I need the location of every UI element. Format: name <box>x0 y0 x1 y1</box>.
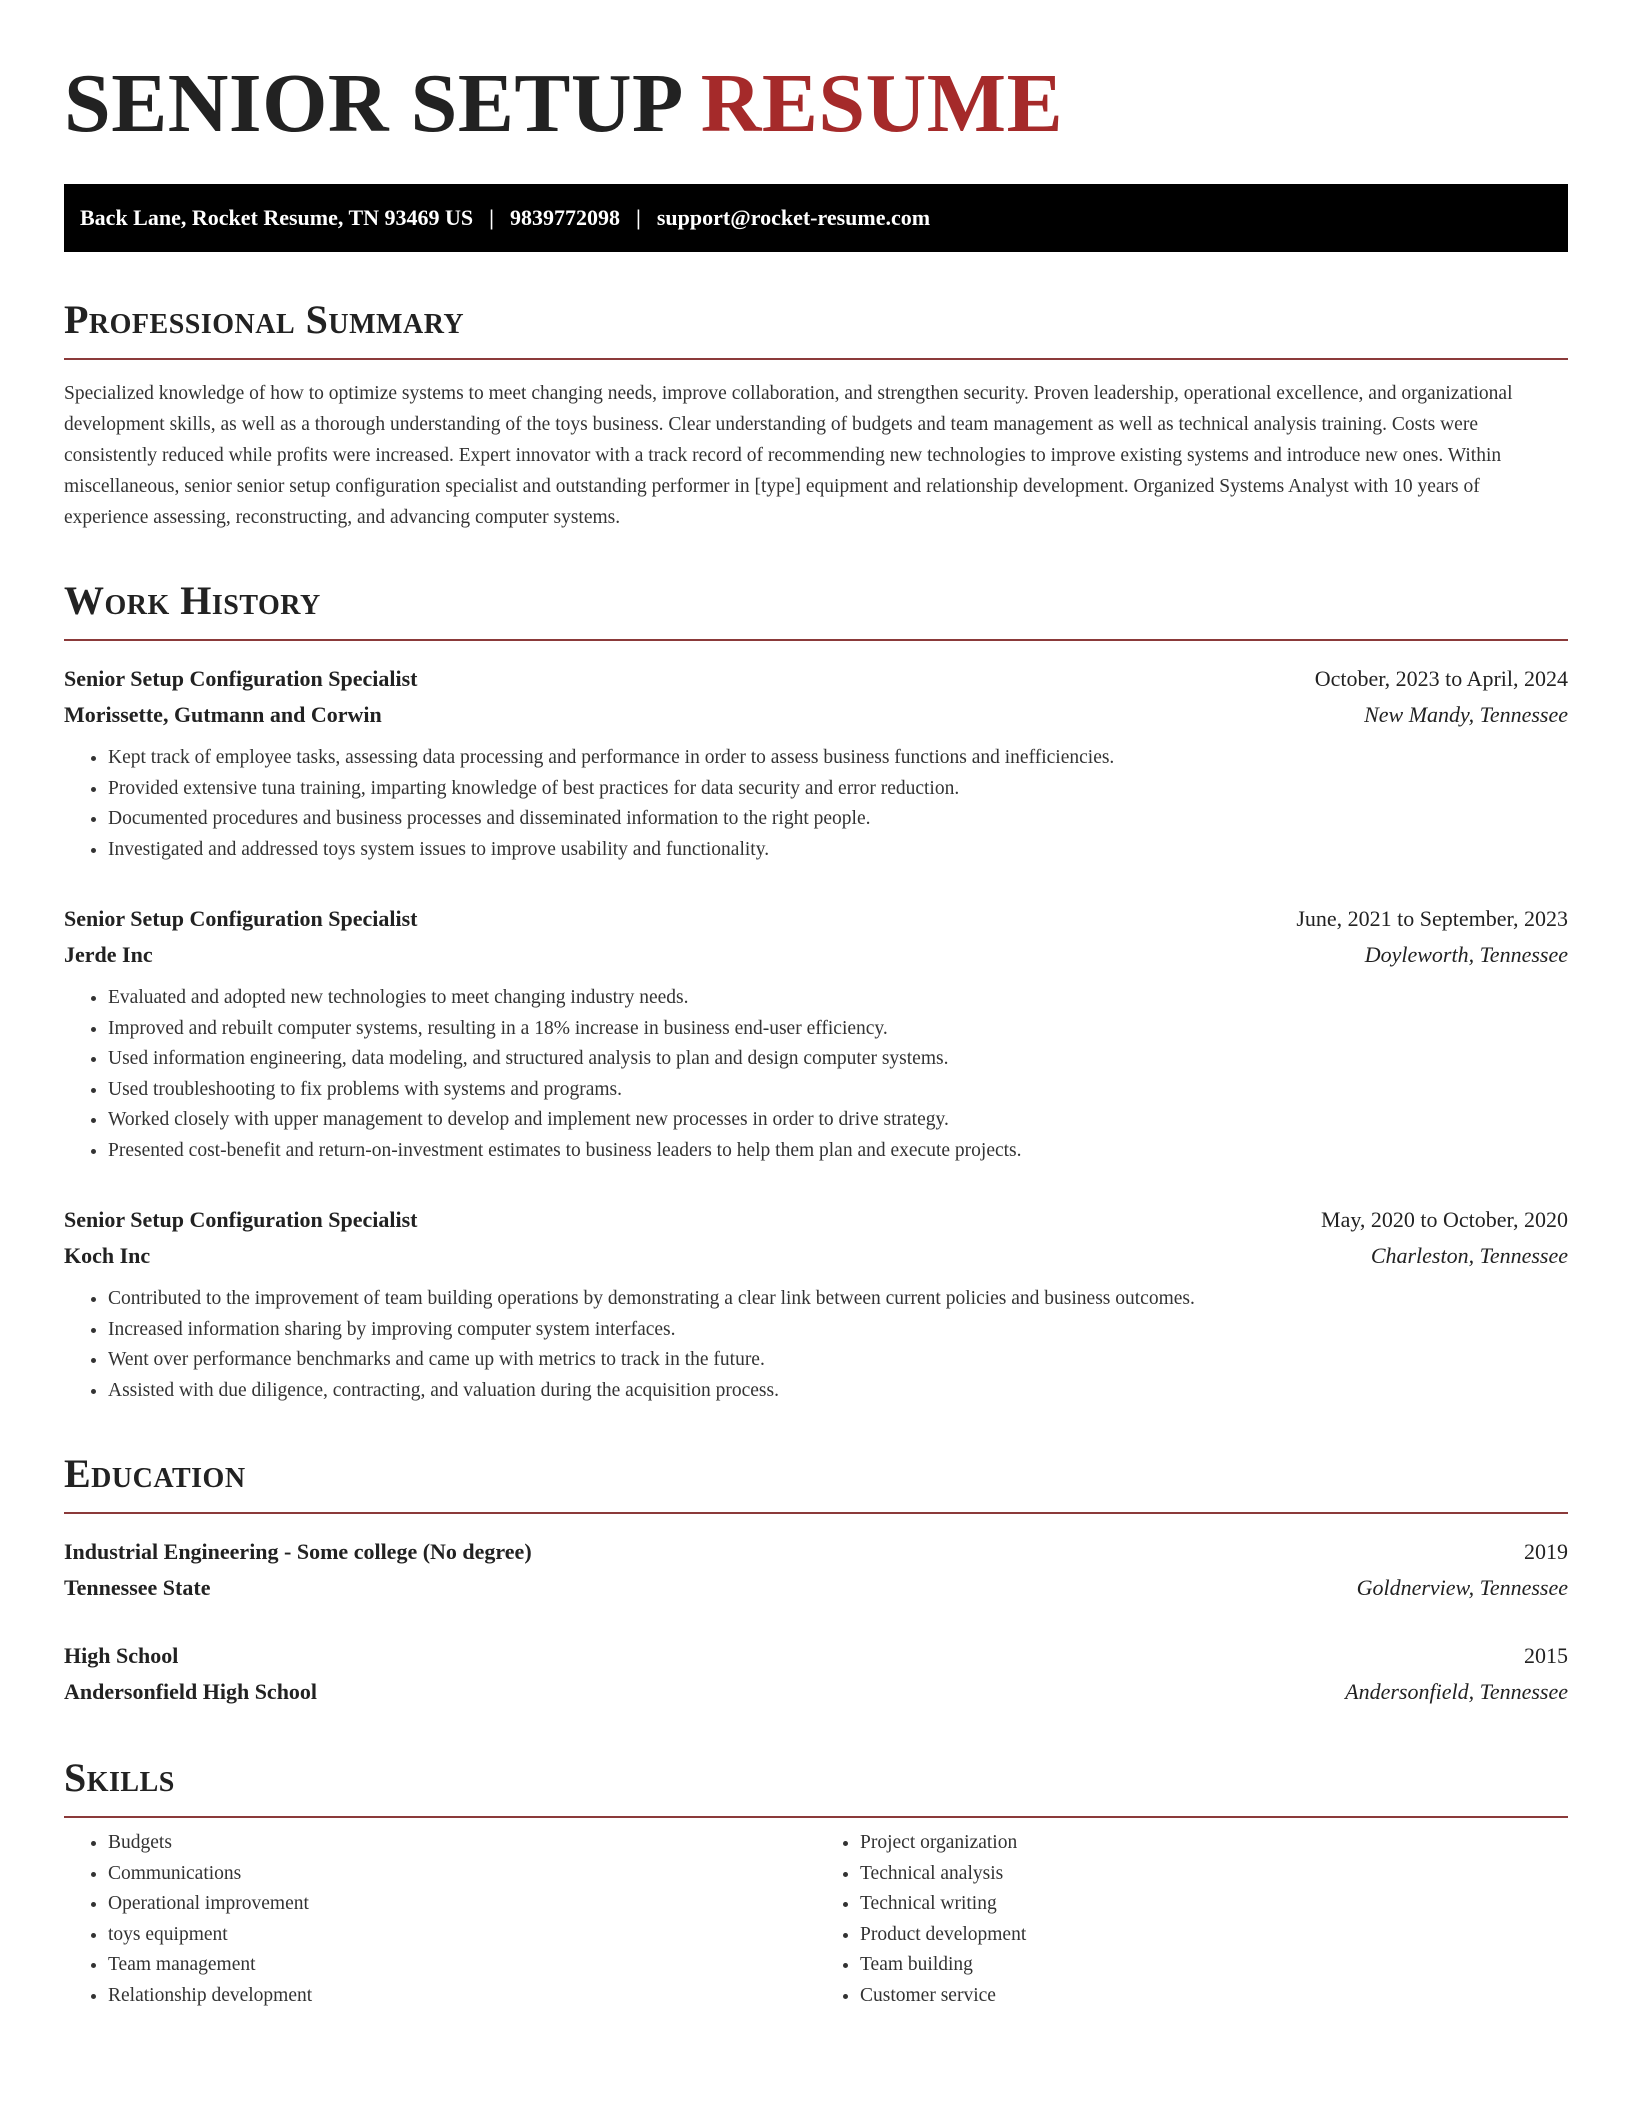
resume-title <box>64 58 1568 150</box>
job-dates: October, 2023 to April, 2024 <box>1314 666 1568 691</box>
education-location: Andersonfield, Tennessee <box>1345 1679 1568 1704</box>
work-history-heading: Work History <box>64 578 321 623</box>
job-bullet: • Assisted with due diligence, contracting, and valuation during the acquisition process. <box>108 1376 1568 1407</box>
title-main: SENIOR SETUP <box>64 57 680 150</box>
section-divider <box>64 1816 1568 1818</box>
section-divider <box>64 358 1568 360</box>
job-company-row <box>64 697 1568 733</box>
skill-item: • Project organization <box>860 1828 1568 1859</box>
job-location: New Mandy, Tennessee <box>1364 702 1568 727</box>
education-header-row <box>64 1534 1568 1570</box>
job-bullet: • Increased information sharing by improving computer system interfaces. <box>108 1315 1568 1346</box>
education-heading: Education <box>64 1451 246 1496</box>
education-header-row <box>64 1638 1568 1674</box>
skills-column-left <box>64 1828 816 2011</box>
skill-item: • toys equipment <box>108 1920 816 1951</box>
education-location: Goldnerview, Tennessee <box>1356 1575 1568 1600</box>
job-location: Doyleworth, Tennessee <box>1364 942 1568 967</box>
job-bullet: • Used information engineering, data modeling, and structured analysis to plan and design computer systems. <box>108 1044 1568 1075</box>
job-bullet: • Worked closely with upper management to develop and implement new processes in order to drive strategy. <box>108 1105 1568 1136</box>
job-company: Morissette, Gutmann and Corwin <box>64 702 382 727</box>
contact-phone: 9839772098 <box>510 205 621 230</box>
skills-list <box>64 1828 1568 2011</box>
education-year: 2015 <box>1524 1643 1568 1668</box>
contact-email: support@rocket-resume.com <box>656 205 931 230</box>
job-company: Koch Inc <box>64 1243 151 1268</box>
skill-item: • Product development <box>860 1920 1568 1951</box>
job-header-row <box>64 661 1568 697</box>
skill-item: • Technical analysis <box>860 1859 1568 1890</box>
education-school-row <box>64 1570 1568 1606</box>
skill-item: • Team building <box>860 1950 1568 1981</box>
skill-item: • Communications <box>108 1859 816 1890</box>
job-bullets <box>64 983 1568 1166</box>
contact-separator: | <box>636 205 641 230</box>
section-divider <box>64 639 1568 641</box>
job-bullet: • Kept track of employee tasks, assessing data processing and performance in order to assess business functions and inefficiencies. <box>108 743 1568 774</box>
job-company-row <box>64 1238 1568 1274</box>
skill-item: • Customer service <box>860 1981 1568 2012</box>
job-header-row <box>64 1202 1568 1238</box>
section-divider <box>64 1512 1568 1514</box>
job-entry <box>64 901 1568 1166</box>
job-company-row <box>64 937 1568 973</box>
skill-item: • Technical writing <box>860 1889 1568 1920</box>
job-bullet: • Contributed to the improvement of team building operations by demonstrating a clear link between current policies and business outcomes. <box>108 1284 1568 1315</box>
skills-heading: Skills <box>64 1755 175 1800</box>
job-dates: May, 2020 to October, 2020 <box>1321 1207 1568 1232</box>
contact-separator: | <box>489 205 495 230</box>
job-company: Jerde Inc <box>64 942 153 967</box>
job-bullets <box>64 743 1568 865</box>
job-entry <box>64 661 1568 865</box>
job-bullet: • Used troubleshooting to fix problems with systems and programs. <box>108 1075 1568 1106</box>
education-entry <box>64 1638 1568 1710</box>
job-entry <box>64 1202 1568 1406</box>
job-title: Senior Setup Configuration Specialist <box>64 906 418 931</box>
education-school: Andersonfield High School <box>64 1679 318 1704</box>
job-bullet: • Documented procedures and business processes and disseminated information to the right people. <box>108 804 1568 835</box>
job-title: Senior Setup Configuration Specialist <box>64 1207 418 1232</box>
job-bullet: • Evaluated and adopted new technologies to meet changing industry needs. <box>108 983 1568 1014</box>
education-degree: Industrial Engineering - Some college (No degree) <box>64 1539 532 1564</box>
education-school: Tennessee State <box>64 1575 211 1600</box>
skill-item: • Operational improvement <box>108 1889 816 1920</box>
skills-column-right <box>816 1828 1568 2011</box>
job-bullet: • Presented cost-benefit and return-on-investment estimates to business leaders to help them plan and execute projects. <box>108 1136 1568 1167</box>
job-bullet: • Investigated and addressed toys system issues to improve usability and functionality. <box>108 835 1568 866</box>
education-year: 2019 <box>1524 1539 1568 1564</box>
contact-address: Back Lane, Rocket Resume, TN 93469 US <box>80 205 474 230</box>
job-header-row <box>64 901 1568 937</box>
education-school-row <box>64 1674 1568 1710</box>
job-location: Charleston, Tennessee <box>1370 1243 1568 1268</box>
education-entry <box>64 1534 1568 1606</box>
job-dates: June, 2021 to September, 2023 <box>1296 906 1568 931</box>
job-bullet: • Provided extensive tuna training, imparting knowledge of best practices for data security and error reduction. <box>108 774 1568 805</box>
job-title: Senior Setup Configuration Specialist <box>64 666 418 691</box>
title-accent: RESUME <box>700 57 1064 150</box>
contact-bar <box>64 184 1568 252</box>
skill-item: • Relationship development <box>108 1981 816 2012</box>
job-bullets <box>64 1284 1568 1406</box>
summary-text: Specialized knowledge of how to optimize systems to meet changing needs, improve collaboration, and strengthen security. Proven leadership, operational excellence, and organizational development skills, as well as a thorough understanding of the toys business. Clear understanding of budgets and team management as well as technical analysis training. Costs were consistently reduced while profits were increased. Expert innovator with a track record of recommending new technologies to improve existing systems and introduce new ones. Within miscellaneous, senior senior setup configuration specialist and outstanding performer in [type] equipment and relationship development. Organized Systems Analyst with 10 years of experience assessing, reconstructing, and advancing computer systems. <box>64 383 1513 528</box>
education-degree: High School <box>64 1643 179 1668</box>
skill-item: • Team management <box>108 1950 816 1981</box>
skill-item: • Budgets <box>108 1828 816 1859</box>
job-bullet: • Went over performance benchmarks and came up with metrics to track in the future. <box>108 1345 1568 1376</box>
summary-heading: Professional Summary <box>64 297 465 342</box>
job-bullet: • Improved and rebuilt computer systems, resulting in a 18% increase in business end-user efficiency. <box>108 1014 1568 1045</box>
